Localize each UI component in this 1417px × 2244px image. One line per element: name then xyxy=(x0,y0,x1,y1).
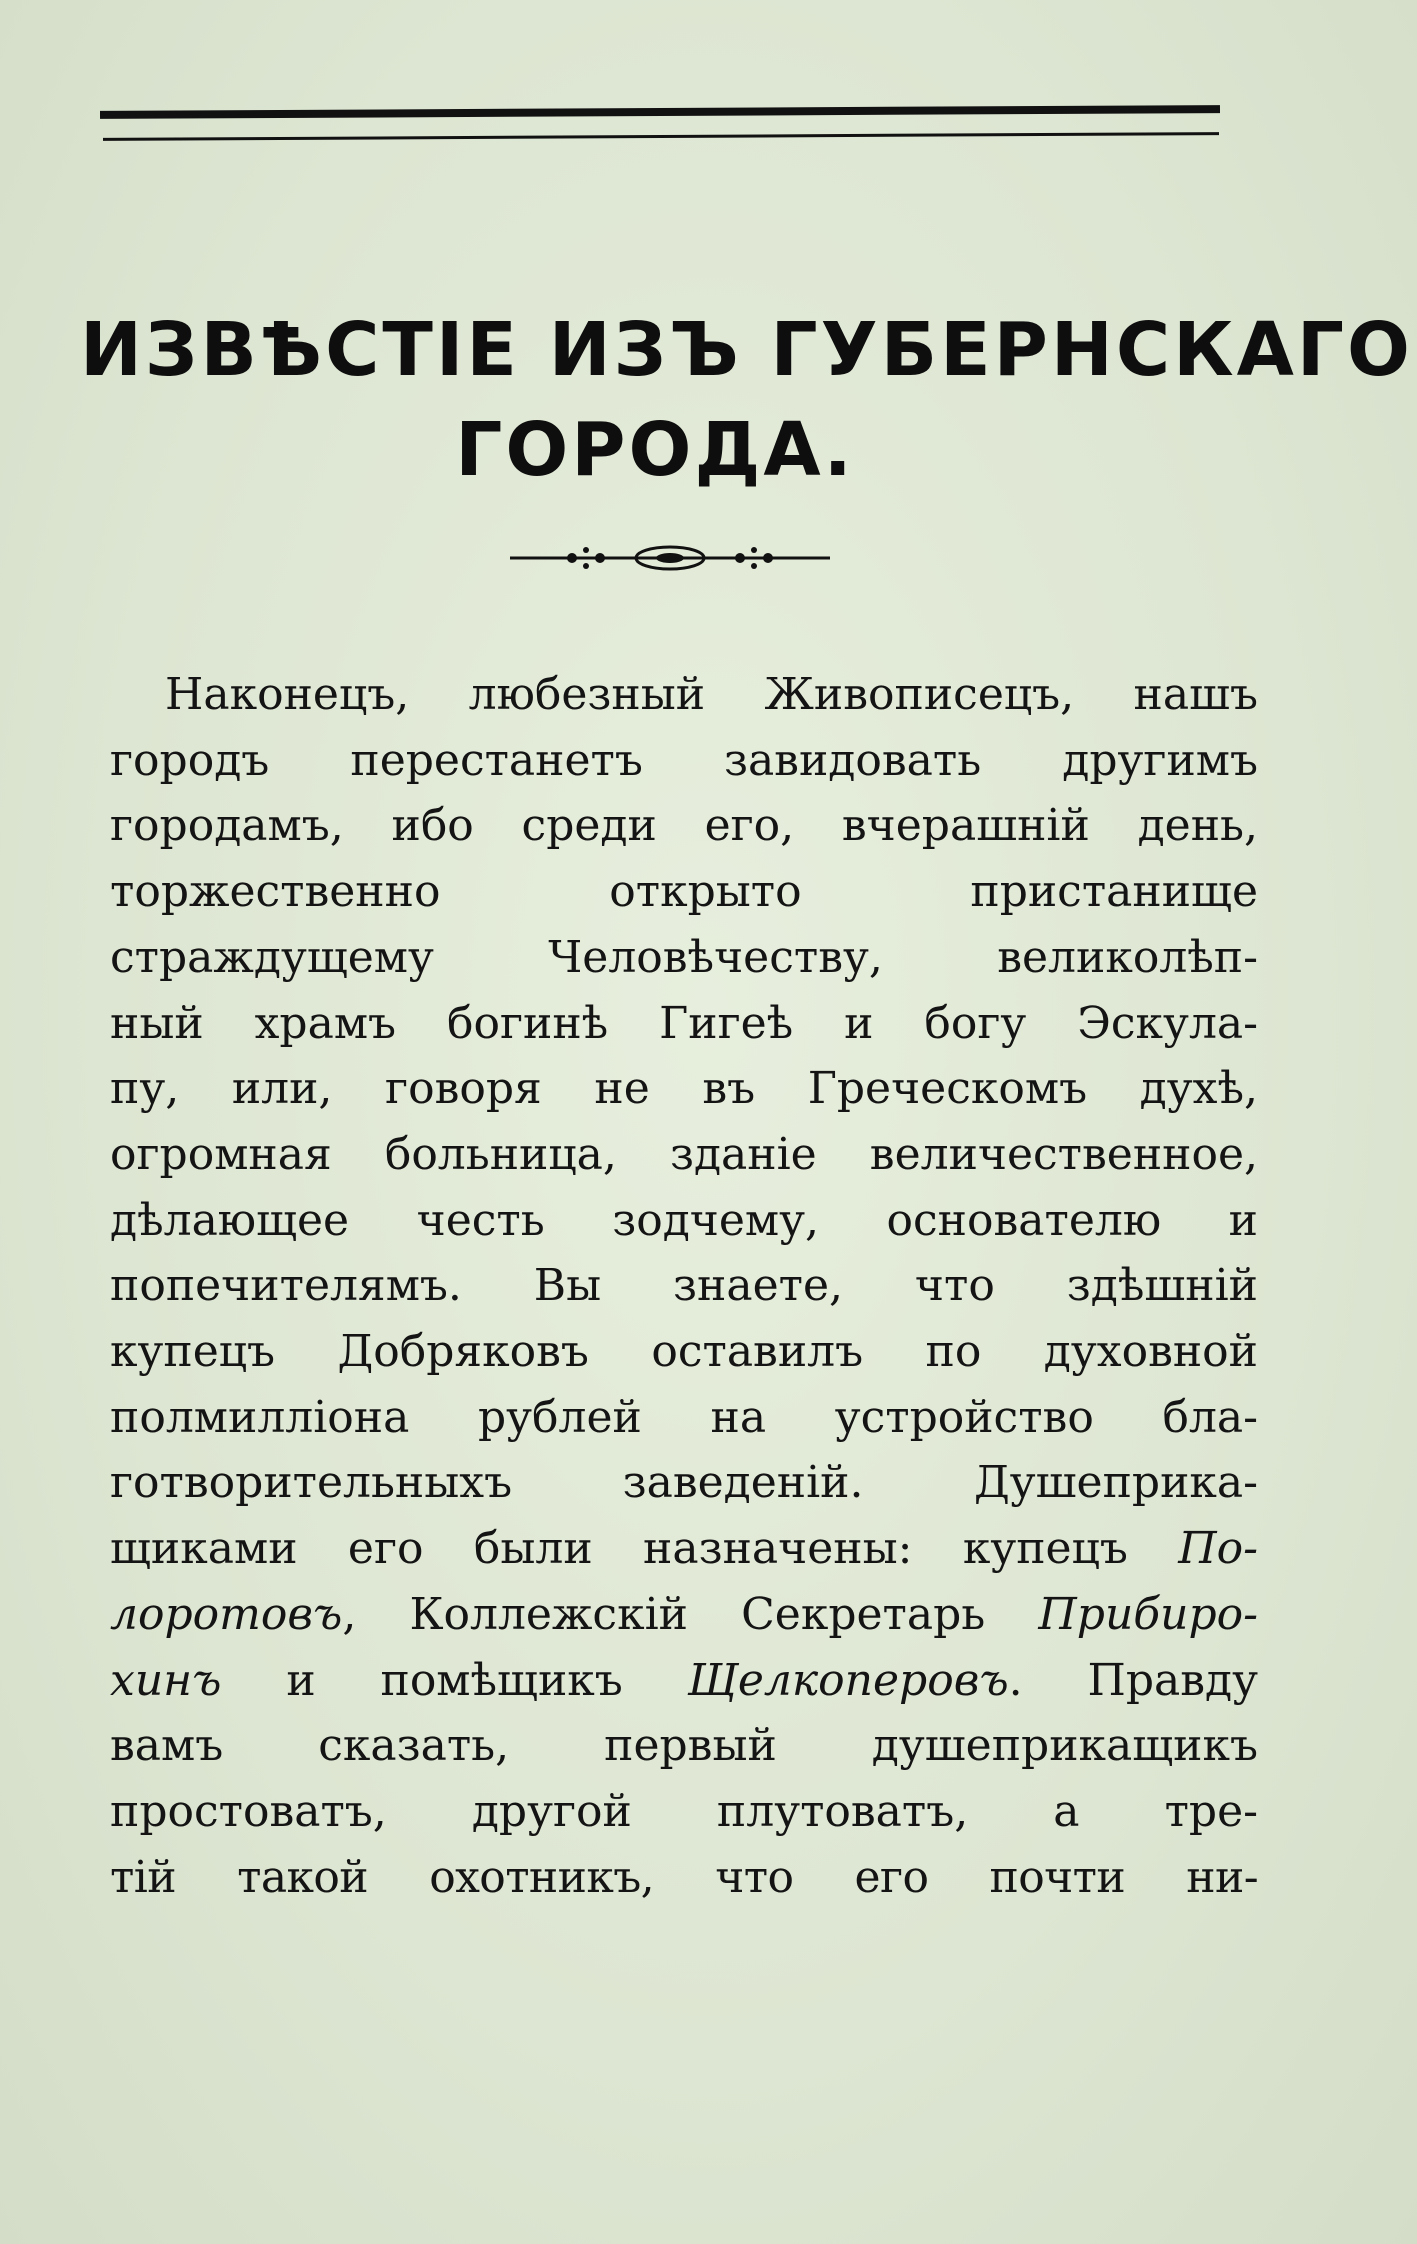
italic-name: хинъ xyxy=(110,1654,222,1706)
text-line: пу, или, говоря не въ Греческомъ духѣ, xyxy=(110,1063,1258,1115)
article-body xyxy=(110,662,1258,1910)
text-line: городамъ, ибо среди его, вчерашній день, xyxy=(110,800,1258,852)
text-line: готворительныхъ заведеній. Душеприка- xyxy=(110,1457,1258,1509)
text-line: городъ перестанетъ завидовать другимъ xyxy=(110,734,1258,786)
top-rule-thin xyxy=(103,132,1219,141)
text-line: страждущему Человѣчеству, великолѣп- xyxy=(110,931,1258,983)
text-line xyxy=(110,1648,1258,1714)
text-line: Наконецъ, любезный Живописецъ, нашъ xyxy=(165,669,1258,720)
text-line xyxy=(110,1582,1258,1648)
italic-name: Прибиро- xyxy=(1038,1588,1258,1640)
text-segment: , Коллежскій Секретарь xyxy=(342,1588,1039,1640)
text-line: простоватъ, другой плутоватъ, а тре- xyxy=(110,1785,1258,1837)
text-line: тій такой охотникъ, что его почти ни- xyxy=(110,1851,1258,1903)
text-line: вамъ сказать, первый душеприкащикъ xyxy=(110,1720,1258,1772)
text-segment: . Правду xyxy=(1008,1654,1258,1706)
ornament-divider-icon xyxy=(510,540,830,576)
text-line: дѣлающее честь зодчему, основателю и xyxy=(110,1194,1258,1246)
title-line-2: ГОРОДА. xyxy=(455,407,855,493)
text-segment: щиками его были назначены: купецъ xyxy=(110,1523,1179,1575)
text-line: торжественно открыто пристанище xyxy=(110,866,1258,918)
text-segment: и помѣщикъ xyxy=(221,1654,688,1706)
text-line: купецъ Добряковъ оставилъ по духовной xyxy=(110,1326,1258,1378)
text-line: ный храмъ богинѣ Гигеѣ и богу Эскула- xyxy=(110,997,1258,1049)
title-line-1: ИЗВѢСТІЕ ИЗЪ ГУБЕРНСКАГО xyxy=(80,307,1413,393)
top-rule-thick xyxy=(100,105,1220,119)
text-line xyxy=(110,1516,1258,1582)
text-line: попечителямъ. Вы знаете, что здѣшній xyxy=(110,1260,1258,1312)
text-line: полмилліона рублей на устройство бла- xyxy=(110,1391,1258,1443)
italic-name: Щелкоперовъ xyxy=(687,1654,1009,1706)
text-line: огромная больница, зданіе величественное, xyxy=(110,1128,1258,1180)
italic-name: По- xyxy=(1178,1523,1258,1575)
page-title xyxy=(80,300,1413,500)
italic-name: лоротовъ xyxy=(110,1588,343,1640)
